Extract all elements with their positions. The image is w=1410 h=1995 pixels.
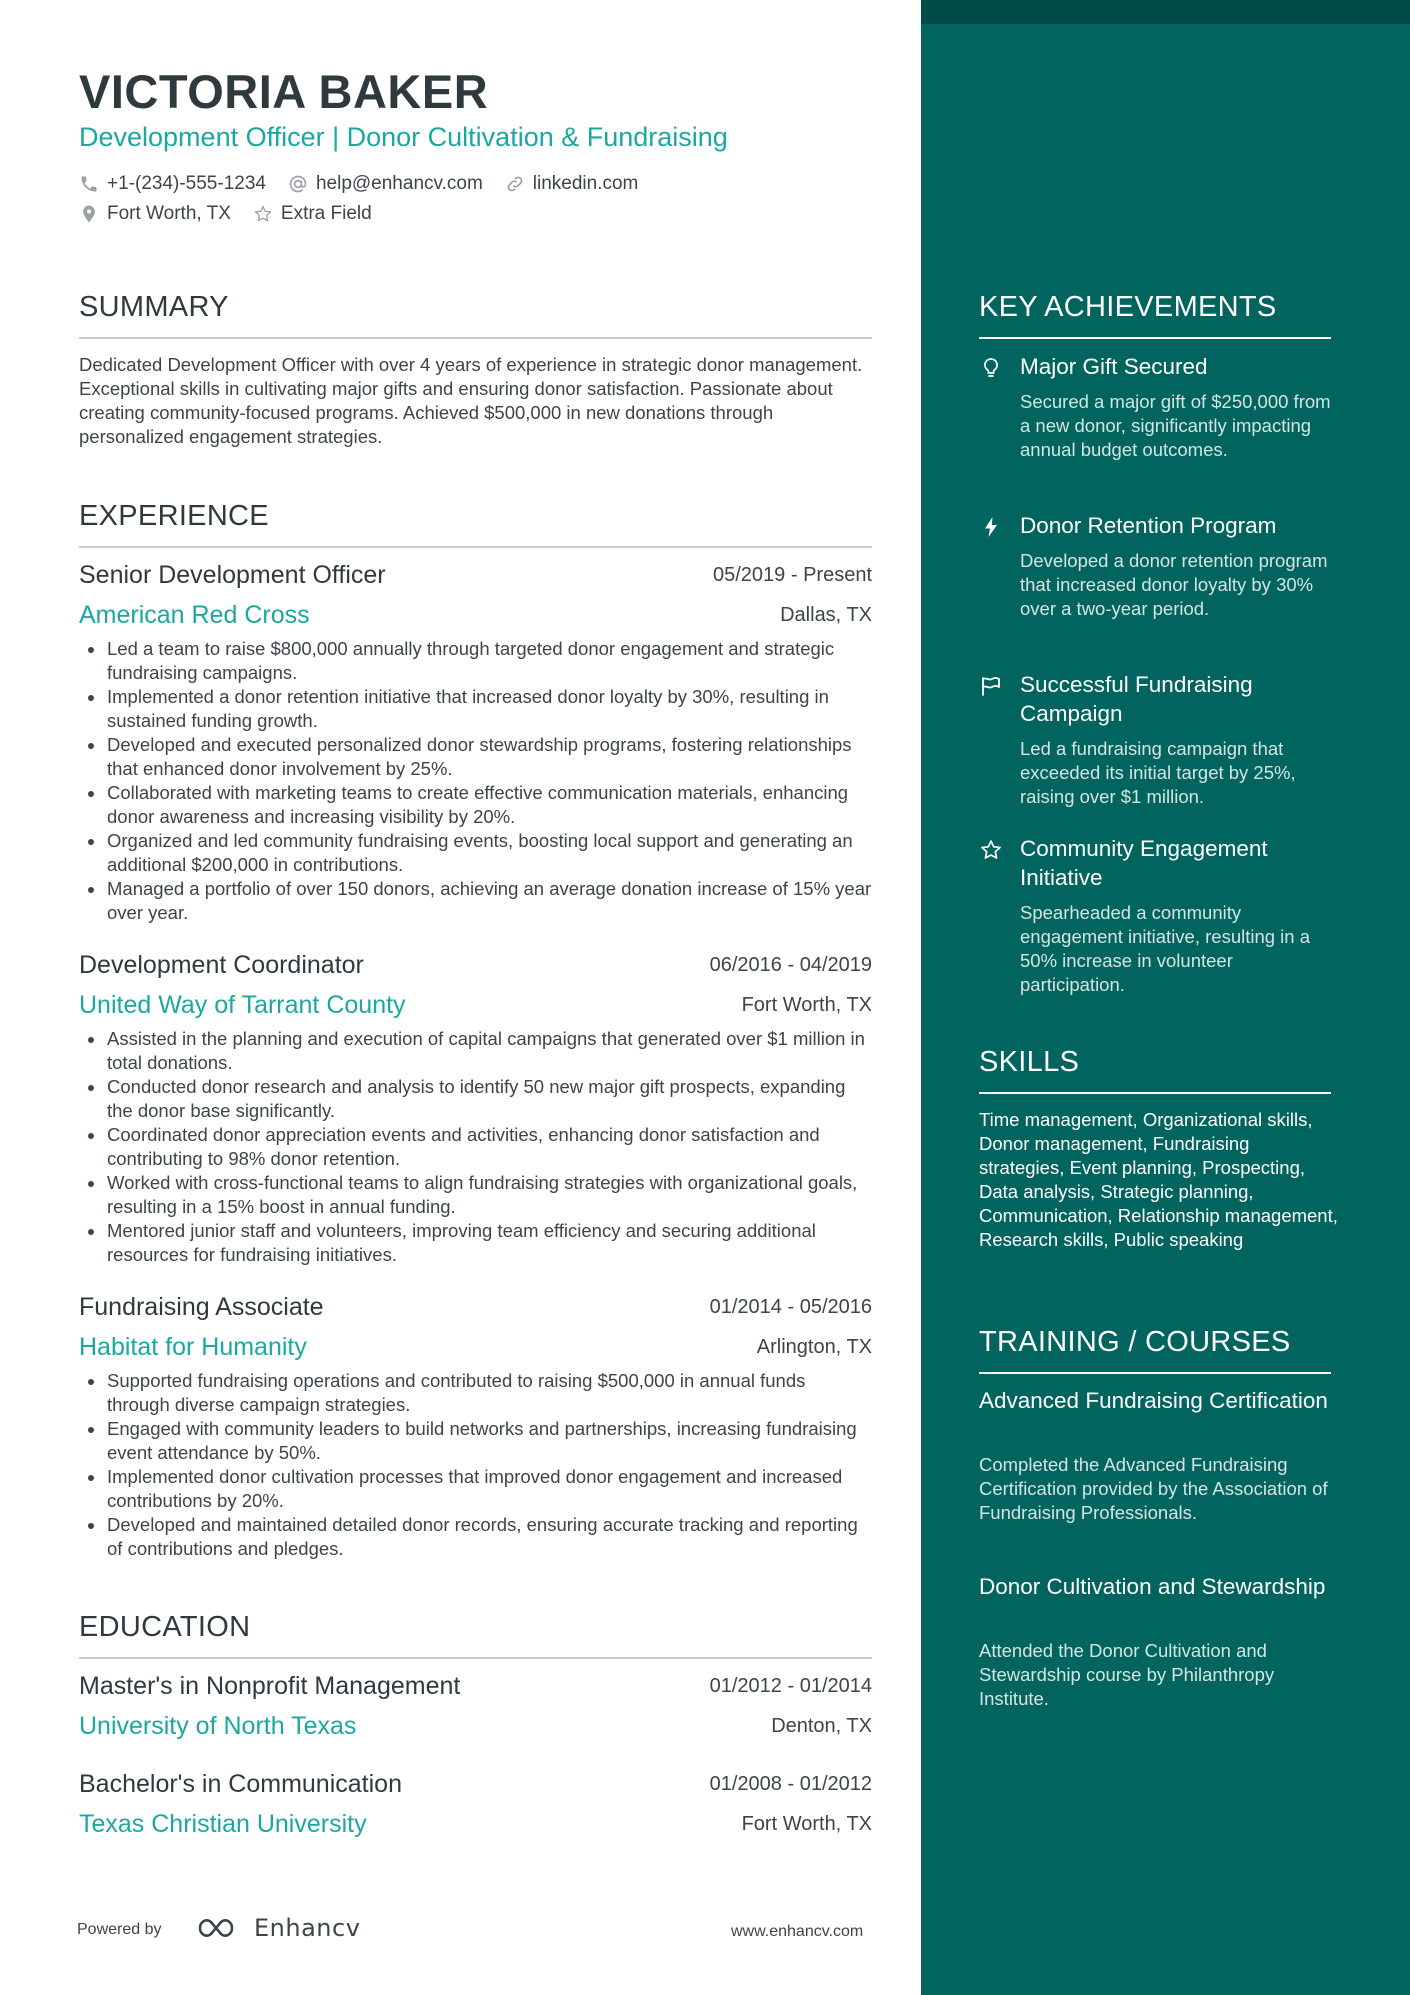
experience-divider: [79, 546, 872, 548]
star-icon: [253, 204, 273, 224]
job-bullet: Coordinated donor appreciation events and activities, enhancing donor satisfaction and contributing to 98% donor retention.: [79, 1123, 872, 1171]
education-school: University of North Texas: [79, 1712, 357, 1740]
skills-divider: [979, 1092, 1331, 1094]
achievement-item: [979, 834, 1339, 994]
job-location: Arlington, TX: [756, 1336, 872, 1358]
achievement-description: Secured a major gift of $250,000 from a new donor, significantly impacting annual budget outcomes.: [1020, 391, 1331, 460]
job-bullet: Implemented a donor retention initiative that increased donor loyalty by 30%, resulting in sustained funding growth.: [79, 685, 872, 733]
summary-heading: SUMMARY: [79, 291, 229, 323]
job-bullet: Mentored junior staff and volunteers, improving team efficiency and securing additional resources for fundraising initiatives.: [79, 1219, 872, 1267]
contact-location-text: Fort Worth, TX: [107, 203, 231, 224]
candidate-name: VICTORIA BAKER: [79, 65, 489, 118]
course-title: Donor Cultivation and Stewardship: [979, 1574, 1326, 1599]
achievement-description: Led a fundraising campaign that exceeded its initial target by 25%, raising over $1 million.: [1020, 738, 1296, 807]
contact-location: [79, 203, 231, 225]
education-heading: EDUCATION: [79, 1611, 251, 1643]
education-location: Denton, TX: [771, 1715, 872, 1737]
skills-text: Time management, Organizational skills, Donor management, Fundraising strategies, Event planning, Prospecting, Data analysis, Strategic planning, Communication, Relationship management, Research skills, Public speaking: [979, 1109, 1338, 1250]
achievement-title: Donor Retention Program: [1020, 513, 1277, 538]
job-title: Development Coordinator: [79, 951, 364, 979]
job-bullets: [79, 1369, 872, 1561]
contact-email-text: help@enhancv.com: [315, 173, 483, 194]
job-title: Fundraising Associate: [79, 1293, 324, 1321]
contact-row-2: [79, 203, 394, 225]
job-bullet: Managed a portfolio of over 150 donors, achieving an average donation increase of 15% year over year.: [79, 877, 872, 925]
job-bullet: Assisted in the planning and execution of capital campaigns that generated over $1 million in total donations.: [79, 1027, 872, 1075]
achievements-heading: KEY ACHIEVEMENTS: [979, 291, 1277, 323]
job-location: Fort Worth, TX: [741, 994, 872, 1016]
achievement-description: Spearheaded a community engagement initiative, resulting in a 50% increase in volunteer participation.: [1020, 902, 1311, 995]
contact-extra: [253, 203, 372, 225]
phone-icon: [79, 174, 99, 194]
job-bullet: Organized and led community fundraising events, boosting local support and generating an additional $200,000 in contributions.: [79, 829, 872, 877]
job-dates: 05/2019 - Present: [713, 564, 872, 586]
achievement-item: [979, 670, 1339, 810]
job-dates: 06/2016 - 04/2019: [709, 954, 872, 976]
course-title: Advanced Fundraising Certification: [979, 1388, 1328, 1413]
lightning-icon: [979, 515, 1003, 539]
contact-phone-text: +1-(234)-555-1234: [107, 173, 266, 194]
education-dates: 01/2008 - 01/2012: [709, 1773, 872, 1795]
education-location: Fort Worth, TX: [741, 1813, 872, 1835]
education-school: Texas Christian University: [79, 1810, 367, 1838]
flag-icon: [979, 674, 1003, 698]
contact-row-1: [79, 173, 660, 195]
job-title: Senior Development Officer: [79, 561, 386, 589]
education-degree: Bachelor's in Communication: [79, 1770, 402, 1798]
education-divider: [79, 1657, 872, 1659]
summary-text: Dedicated Development Officer with over 4 years of experience in strategic donor management. Exceptional skills in cultivating major gifts and ensuring donor satisfaction. Passionate about creating community-focused programs. Achieved $500,000 in new donations through personalized engagement strategies.: [79, 354, 863, 447]
job-bullet: Collaborated with marketing teams to create effective communication materials, enhancing donor awareness and increasing visibility by 20%.: [79, 781, 872, 829]
link-icon: [505, 174, 525, 194]
contact-extra-text: Extra Field: [280, 203, 372, 224]
contact-linkedin[interactable]: [505, 173, 639, 195]
education-dates: 01/2012 - 01/2014: [709, 1675, 872, 1697]
lightbulb-icon: [979, 356, 1003, 380]
candidate-headline: Development Officer | Donor Cultivation & Fundraising: [79, 122, 728, 152]
job-bullet: Engaged with community leaders to build networks and partnerships, increasing fundraising event attendance by 50%.: [79, 1417, 872, 1465]
achievement-title: Community Engagement Initiative: [1020, 836, 1268, 890]
achievement-item: [979, 511, 1339, 651]
contact-email[interactable]: [288, 173, 483, 195]
footer-url[interactable]: www.enhancv.com: [731, 1923, 864, 1940]
star-icon: [979, 838, 1003, 862]
skills-heading: SKILLS: [979, 1046, 1080, 1078]
job-entry: [79, 561, 872, 931]
course-item: [979, 1386, 1339, 1546]
job-location: Dallas, TX: [780, 604, 872, 626]
summary-divider: [79, 337, 872, 339]
training-divider: [979, 1372, 1331, 1374]
education-degree: Master's in Nonprofit Management: [79, 1672, 461, 1700]
achievements-divider: [979, 337, 1331, 339]
sidebar-top-band: [921, 0, 1410, 24]
location-pin-icon: [79, 204, 99, 224]
enhancv-logo-icon: [196, 1912, 242, 1944]
job-entry: [79, 951, 872, 1271]
job-bullet: Led a team to raise $800,000 annually through targeted donor engagement and strategic fundraising campaigns.: [79, 637, 872, 685]
footer-powered-by: Powered by: [77, 1921, 162, 1938]
contact-linkedin-text: linkedin.com: [532, 173, 639, 194]
job-organization: American Red Cross: [79, 601, 310, 629]
job-entry: [79, 1293, 872, 1573]
achievement-title: Successful Fundraising Campaign: [1020, 672, 1253, 726]
achievement-title: Major Gift Secured: [1020, 354, 1208, 379]
enhancv-brand: Enhancv: [254, 1914, 361, 1942]
achievement-description: Developed a donor retention program that increased donor loyalty by 30% over a two-year period.: [1020, 550, 1328, 619]
job-bullets: [79, 637, 872, 925]
course-description: Completed the Advanced Fundraising Certification provided by the Association of Fundraising Professionals.: [979, 1454, 1328, 1523]
job-bullet: Supported fundraising operations and contributed to raising $500,000 in annual funds through diverse campaign strategies.: [79, 1369, 872, 1417]
job-bullet: Implemented donor cultivation processes that improved donor engagement and increased contributions by 20%.: [79, 1465, 872, 1513]
job-organization: Habitat for Humanity: [79, 1333, 307, 1361]
education-entry: [79, 1672, 872, 1752]
achievement-item: [979, 352, 1339, 492]
education-entry: [79, 1770, 872, 1850]
job-bullet: Conducted donor research and analysis to identify 50 new major gift prospects, expanding the donor base significantly.: [79, 1075, 872, 1123]
enhancv-logo[interactable]: [196, 1912, 360, 1944]
course-item: [979, 1572, 1339, 1712]
job-bullet: Developed and maintained detailed donor records, ensuring accurate tracking and reporting of contributions and pledges.: [79, 1513, 872, 1561]
at-icon: [288, 174, 308, 194]
job-bullet: Developed and executed personalized donor stewardship programs, fostering relationships that enhanced donor involvement by 25%.: [79, 733, 872, 781]
job-dates: 01/2014 - 05/2016: [709, 1296, 872, 1318]
job-organization: United Way of Tarrant County: [79, 991, 406, 1019]
training-heading: TRAINING / COURSES: [979, 1326, 1291, 1358]
course-description: Attended the Donor Cultivation and Stewardship course by Philanthropy Institute.: [979, 1640, 1275, 1709]
job-bullets: [79, 1027, 872, 1267]
experience-heading: EXPERIENCE: [79, 500, 269, 532]
contact-phone: [79, 173, 266, 195]
job-bullet: Worked with cross-functional teams to align fundraising strategies with organizational goals, resulting in a 15% boost in annual funding.: [79, 1171, 872, 1219]
